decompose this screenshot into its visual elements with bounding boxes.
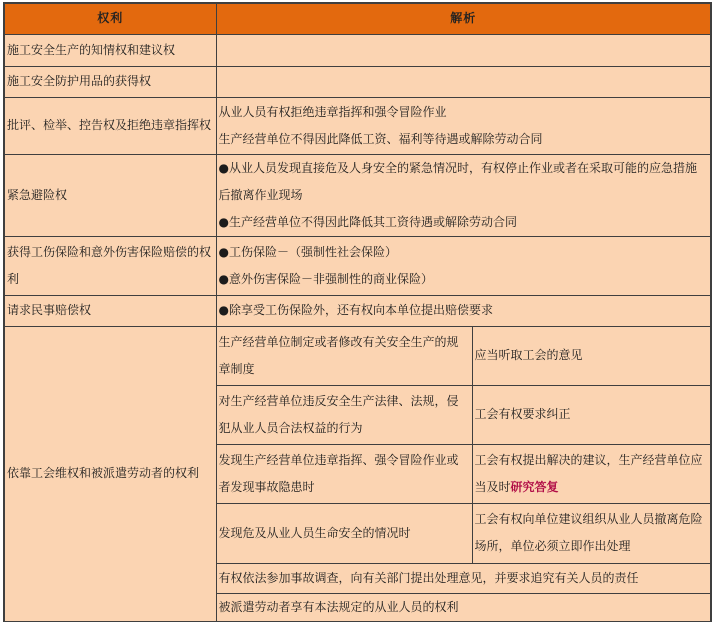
union-resolution-cell-law-violation <box>472 385 711 444</box>
analysis-line: ●生产经营单位不得因此降低其工资待遇或解除劳动合同 <box>218 214 517 229</box>
analysis-cell-insurance-compensation <box>216 236 711 295</box>
analysis-cell-empty <box>216 66 711 97</box>
analysis-line: ●除享受工伤保险外，还有权向本单位提出赔偿要求 <box>218 303 493 317</box>
union-situation-cell-hidden-danger <box>216 444 472 503</box>
analysis-line <box>475 447 709 501</box>
analysis-cell-civil-compensation <box>216 295 711 326</box>
rights-analysis-table <box>3 2 712 622</box>
union-resolution-cell-hidden-danger <box>472 444 711 503</box>
analysis-line: ●意外伤害保险－非强制性的商业保险） <box>218 271 433 286</box>
rights-cell-know-suggest: 施工安全生产的知情权和建议权 <box>4 34 216 66</box>
column-header-rights: 权利 <box>4 3 216 34</box>
union-resolution-cell-rules-revision <box>472 326 711 385</box>
table-row <box>4 66 711 97</box>
rights-cell-civil-compensation: 请求民事赔偿权 <box>4 295 216 326</box>
table-row <box>4 326 711 385</box>
analysis-line: 工会有权向单位建议组织从业人员撤离危险场所，单位必须立即作出处理 <box>474 512 703 553</box>
union-situation-cell-life-safety <box>216 503 472 563</box>
table-row <box>4 295 711 326</box>
table-row <box>4 34 711 66</box>
analysis-line: 有权依法参加事故调查，向有关部门提出处理意见，并要求追究有关人员的责任 <box>218 570 639 585</box>
union-fullwidth-cell-dispatched-workers <box>216 593 711 622</box>
rights-cell-union-dispatched-workers: 依靠工会维权和被派遣劳动者的权利 <box>4 326 216 622</box>
rights-cell-protective-equipment: 施工安全防护用品的获得权 <box>4 66 216 97</box>
table-row <box>4 236 711 295</box>
union-situation-cell-rules-revision <box>216 326 472 385</box>
analysis-line: 从业人员有权拒绝违章指挥和强令冒险作业 <box>218 104 447 119</box>
analysis-line: ●从业人员发现直接危及人身安全的紧急情况时，有权停止作业或者在采取可能的应急措施后撤离作业现场 <box>218 160 697 202</box>
table-row <box>4 154 711 236</box>
highlighted-text: 研究答复 <box>510 479 559 494</box>
analysis-line: 发现生产经营单位违章指挥、强令冒险作业或者发现事故隐患时 <box>218 452 459 494</box>
table-header-row <box>4 3 711 34</box>
analysis-line: 生产经营单位制定或者修改有关安全生产的规章制度 <box>218 334 459 376</box>
resolution-text: 工会有权提出解决的建议，生产经营单位应当及时 <box>474 452 703 494</box>
analysis-line: 被派遣劳动者享有本法规定的从业人员的权利 <box>218 599 459 614</box>
analysis-cell-empty <box>216 34 711 66</box>
analysis-line: ●工伤保险－（强制性社会保险） <box>218 244 397 259</box>
union-situation-cell-law-violation <box>216 385 472 444</box>
rights-cell-criticize-report: 批评、检举、控告权及拒绝违章指挥权 <box>4 97 216 154</box>
analysis-line: 发现危及从业人员生命安全的情况时 <box>218 525 411 540</box>
rights-cell-insurance-compensation: 获得工伤保险和意外伤害保险赔偿的权利 <box>4 236 216 295</box>
analysis-cell-criticize-report <box>216 97 711 154</box>
analysis-line: 对生产经营单位违反安全生产法律、法规，侵犯从业人员合法权益的行为 <box>218 393 459 435</box>
column-header-analysis: 解析 <box>216 3 711 34</box>
analysis-line: 生产经营单位不得因此降低工资、福利等待遇或解除劳动合同 <box>218 131 543 146</box>
union-resolution-cell-life-safety <box>472 503 711 563</box>
union-fullwidth-cell-accident-investigation <box>216 563 711 593</box>
rights-cell-emergency-avoidance: 紧急避险权 <box>4 154 216 236</box>
analysis-cell-emergency-avoidance <box>216 154 711 236</box>
table-row <box>4 97 711 154</box>
analysis-line: 工会有权要求纠正 <box>474 407 571 421</box>
analysis-line: 应当听取工会的意见 <box>474 348 583 362</box>
